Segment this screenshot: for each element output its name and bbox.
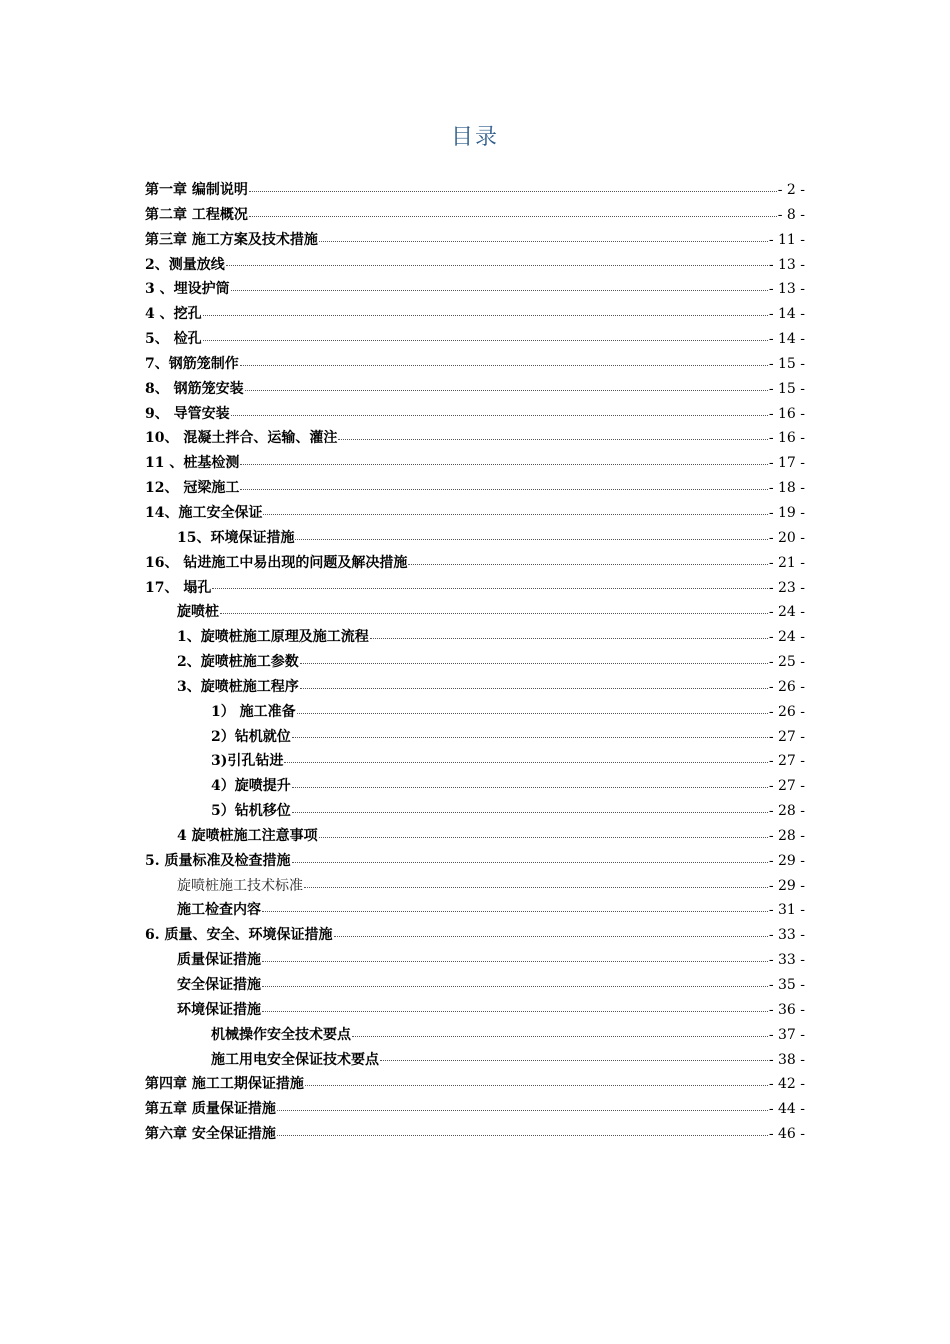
dot-leader bbox=[262, 979, 768, 987]
toc-entry-page-number: - 26 - bbox=[768, 678, 805, 695]
toc-entry[interactable] bbox=[145, 948, 805, 973]
toc-entry[interactable] bbox=[145, 625, 805, 650]
dot-leader bbox=[240, 482, 767, 490]
toc-entry-page-number: - 27 - bbox=[768, 778, 805, 795]
toc-entry-page-number: - 23 - bbox=[768, 579, 805, 596]
toc-entry-page-number: - 31 - bbox=[768, 902, 805, 919]
toc-entry-label: 15、环境保证措施 bbox=[177, 529, 295, 546]
toc-entry-page-number: - 14 - bbox=[768, 306, 805, 323]
toc-entry[interactable] bbox=[145, 700, 805, 725]
dot-leader bbox=[300, 656, 768, 664]
toc-entry[interactable] bbox=[145, 501, 805, 526]
toc-entry-label: 第三章 施工方案及技术措施 bbox=[145, 231, 318, 248]
toc-entry-label: 施工检查内容 bbox=[177, 902, 261, 919]
toc-entry-label: 第六章 安全保证措施 bbox=[145, 1126, 276, 1143]
toc-entry[interactable] bbox=[145, 426, 805, 451]
toc-entry-page-number: - 15 - bbox=[768, 355, 805, 372]
toc-entry[interactable] bbox=[145, 302, 805, 327]
dot-leader bbox=[292, 855, 768, 863]
toc-entry-page-number: - 8 - bbox=[777, 206, 805, 223]
toc-entry-label: 1） 施工准备 bbox=[211, 703, 296, 720]
toc-entry-label: 施工用电安全保证技术要点 bbox=[211, 1051, 379, 1068]
toc-entry-page-number: - 28 - bbox=[768, 803, 805, 820]
toc-entry-label: 5）钻机移位 bbox=[211, 803, 291, 820]
toc-entry[interactable] bbox=[145, 377, 805, 402]
toc-entry[interactable] bbox=[145, 898, 805, 923]
toc-entry[interactable] bbox=[145, 874, 805, 899]
toc-entry[interactable] bbox=[145, 600, 805, 625]
toc-entry-page-number: - 20 - bbox=[768, 529, 805, 546]
toc-entry-page-number: - 17 - bbox=[768, 455, 805, 472]
dot-leader bbox=[231, 408, 768, 416]
toc-entry-page-number: - 27 - bbox=[768, 753, 805, 770]
toc-entry-page-number: - 29 - bbox=[768, 852, 805, 869]
toc-entry-label: 安全保证措施 bbox=[177, 977, 261, 993]
toc-entry-page-number: - 13 - bbox=[768, 256, 805, 273]
dot-leader bbox=[262, 904, 768, 912]
toc-entry-page-number: - 36 - bbox=[768, 1001, 805, 1018]
toc-entry-page-number: - 15 - bbox=[768, 380, 805, 397]
toc-entry-label: 12、 冠梁施工 bbox=[145, 480, 240, 497]
toc-entry-page-number: - 38 - bbox=[768, 1051, 805, 1068]
dot-leader bbox=[220, 606, 768, 614]
toc-entry-label: 10、 混凝土拌合、运输、灌注 bbox=[145, 430, 338, 447]
toc-entry-label: 7、钢筋笼制作 bbox=[145, 355, 239, 372]
toc-entry-page-number: - 14 - bbox=[768, 331, 805, 348]
toc-entry-label: 旋喷桩 bbox=[177, 604, 219, 621]
toc-entry[interactable] bbox=[145, 650, 805, 675]
toc-entry-page-number: - 21 - bbox=[768, 554, 805, 571]
dot-leader bbox=[203, 308, 768, 316]
toc-entry-page-number: - 25 - bbox=[768, 654, 805, 671]
toc-entry-page-number: - 16 - bbox=[768, 405, 805, 422]
dot-leader bbox=[284, 755, 767, 763]
toc-entry[interactable] bbox=[145, 451, 805, 476]
toc-entry-label: 3、旋喷桩施工程序 bbox=[177, 678, 299, 695]
toc-entry-label: 5. 质量标准及检查措施 bbox=[145, 852, 291, 869]
dot-leader bbox=[240, 457, 767, 465]
toc-entry[interactable] bbox=[145, 551, 805, 576]
toc-entry[interactable] bbox=[145, 277, 805, 302]
toc-entry-label: 1、旋喷桩施工原理及施工流程 bbox=[177, 629, 369, 646]
toc-entry[interactable] bbox=[145, 725, 805, 750]
toc-entry-page-number: - 28 - bbox=[768, 827, 805, 844]
toc-entry[interactable] bbox=[145, 675, 805, 700]
toc-entry-label: 8、 钢筋笼安装 bbox=[145, 380, 244, 397]
toc-entry[interactable] bbox=[145, 1023, 805, 1048]
toc-entry-page-number: - 24 - bbox=[768, 604, 805, 621]
toc-entry-label: 4 、挖孔 bbox=[145, 306, 202, 323]
toc-entry-page-number: - 44 - bbox=[768, 1101, 805, 1118]
toc-entry-label: 11 、桩基检测 bbox=[145, 455, 240, 472]
toc-entry-label: 质量保证措施 bbox=[177, 952, 261, 969]
dot-leader bbox=[262, 1004, 768, 1012]
dot-leader bbox=[249, 209, 777, 217]
dot-leader bbox=[380, 1053, 768, 1061]
toc-entry-label: 6. 质量、安全、环境保证措施 bbox=[145, 927, 333, 944]
toc-entry[interactable] bbox=[145, 799, 805, 824]
toc-entry[interactable] bbox=[145, 849, 805, 874]
toc-entry[interactable] bbox=[145, 1048, 805, 1073]
dot-leader bbox=[334, 929, 768, 937]
toc-entry[interactable] bbox=[145, 228, 805, 253]
dot-leader bbox=[297, 706, 768, 714]
toc-entry[interactable] bbox=[145, 526, 805, 551]
toc-entry[interactable] bbox=[145, 1097, 805, 1122]
toc-entry[interactable] bbox=[145, 749, 805, 774]
toc-entry-page-number: - 37 - bbox=[768, 1026, 805, 1043]
dot-leader bbox=[262, 954, 768, 962]
toc-entry-label: 第五章 质量保证措施 bbox=[145, 1101, 276, 1118]
toc-entry-page-number: - 33 - bbox=[768, 927, 805, 944]
dot-leader bbox=[231, 283, 768, 291]
toc-entry[interactable] bbox=[145, 352, 805, 377]
toc-entry[interactable] bbox=[145, 327, 805, 352]
toc-entry-label: 5、 检孔 bbox=[145, 331, 202, 348]
toc-entry[interactable] bbox=[145, 402, 805, 427]
toc-entry-page-number: - 11 - bbox=[768, 231, 805, 248]
toc-entry-label: 第一章 编制说明 bbox=[145, 182, 248, 198]
toc-entry-label: 第四章 施工工期保证措施 bbox=[145, 1076, 304, 1093]
toc-entry-label: 4 旋喷桩施工注意事项 bbox=[177, 827, 318, 844]
dot-leader bbox=[245, 383, 768, 391]
dot-leader bbox=[305, 1078, 768, 1086]
dot-leader bbox=[295, 532, 767, 540]
toc-entry-page-number: - 35 - bbox=[768, 977, 805, 993]
toc-entry-label: 17、 塌孔 bbox=[145, 579, 212, 596]
toc-entry-label: 2、旋喷桩施工参数 bbox=[177, 654, 299, 671]
toc-entry[interactable] bbox=[145, 998, 805, 1023]
toc-entry-label: 3 、埋设护筒 bbox=[145, 281, 230, 298]
toc-entry-label: 第二章 工程概况 bbox=[145, 206, 248, 223]
toc-entry-page-number: - 33 - bbox=[768, 952, 805, 969]
dot-leader bbox=[319, 234, 768, 242]
dot-leader bbox=[292, 730, 768, 738]
dot-leader bbox=[240, 358, 768, 366]
toc-list bbox=[145, 178, 805, 1147]
dot-leader bbox=[338, 432, 767, 440]
toc-entry[interactable] bbox=[145, 923, 805, 948]
toc-entry-page-number: - 19 - bbox=[768, 504, 805, 521]
toc-entry[interactable] bbox=[145, 476, 805, 501]
toc-entry-page-number: - 24 - bbox=[768, 629, 805, 646]
dot-leader bbox=[352, 1029, 768, 1037]
toc-entry[interactable] bbox=[145, 178, 805, 203]
toc-entry-label: 3)引孔钻进 bbox=[211, 753, 284, 770]
toc-entry-label: 环境保证措施 bbox=[177, 1001, 261, 1018]
toc-entry-label: 2）钻机就位 bbox=[211, 728, 291, 745]
toc-entry-page-number: - 27 - bbox=[768, 728, 805, 745]
dot-leader bbox=[304, 880, 768, 888]
toc-entry[interactable] bbox=[145, 973, 805, 998]
toc-entry-page-number: - 18 - bbox=[768, 480, 805, 497]
toc-entry-label: 2、测量放线 bbox=[145, 256, 225, 273]
dot-leader bbox=[263, 507, 767, 515]
toc-entry-page-number: - 46 - bbox=[768, 1126, 805, 1143]
dot-leader bbox=[292, 805, 768, 813]
toc-entry-label: 4）旋喷提升 bbox=[211, 778, 291, 795]
toc-entry[interactable] bbox=[145, 1122, 805, 1147]
toc-entry-label: 旋喷桩施工技术标准 bbox=[177, 877, 303, 894]
dot-leader bbox=[212, 581, 767, 589]
toc-entry[interactable] bbox=[145, 1072, 805, 1097]
dot-leader bbox=[319, 830, 768, 838]
toc-entry-page-number: - 16 - bbox=[768, 430, 805, 447]
toc-entry[interactable] bbox=[145, 203, 805, 228]
dot-leader bbox=[300, 681, 768, 689]
toc-title: 目录 bbox=[450, 125, 499, 150]
dot-leader bbox=[370, 631, 768, 639]
toc-entry-page-number: - 29 - bbox=[768, 877, 805, 894]
toc-entry-page-number: - 13 - bbox=[768, 281, 805, 298]
dot-leader bbox=[292, 780, 768, 788]
toc-entry-page-number: - 42 - bbox=[768, 1076, 805, 1093]
dot-leader bbox=[408, 557, 767, 565]
dot-leader bbox=[203, 333, 768, 341]
dot-leader bbox=[277, 1103, 768, 1111]
toc-entry-label: 14、施工安全保证 bbox=[145, 504, 263, 521]
toc-entry-page-number: - 2 - bbox=[777, 182, 805, 198]
toc-entry-label: 16、 钻进施工中易出现的问题及解决措施 bbox=[145, 554, 408, 571]
toc-entry[interactable] bbox=[145, 824, 805, 849]
toc-entry[interactable] bbox=[145, 253, 805, 278]
toc-entry-label: 9、 导管安装 bbox=[145, 405, 230, 422]
dot-leader bbox=[226, 258, 768, 266]
toc-entry[interactable] bbox=[145, 576, 805, 601]
toc-entry-label: 机械操作安全技术要点 bbox=[211, 1026, 351, 1043]
dot-leader bbox=[249, 184, 777, 192]
toc-entry[interactable] bbox=[145, 774, 805, 799]
dot-leader bbox=[277, 1128, 768, 1136]
toc-entry-page-number: - 26 - bbox=[768, 703, 805, 720]
